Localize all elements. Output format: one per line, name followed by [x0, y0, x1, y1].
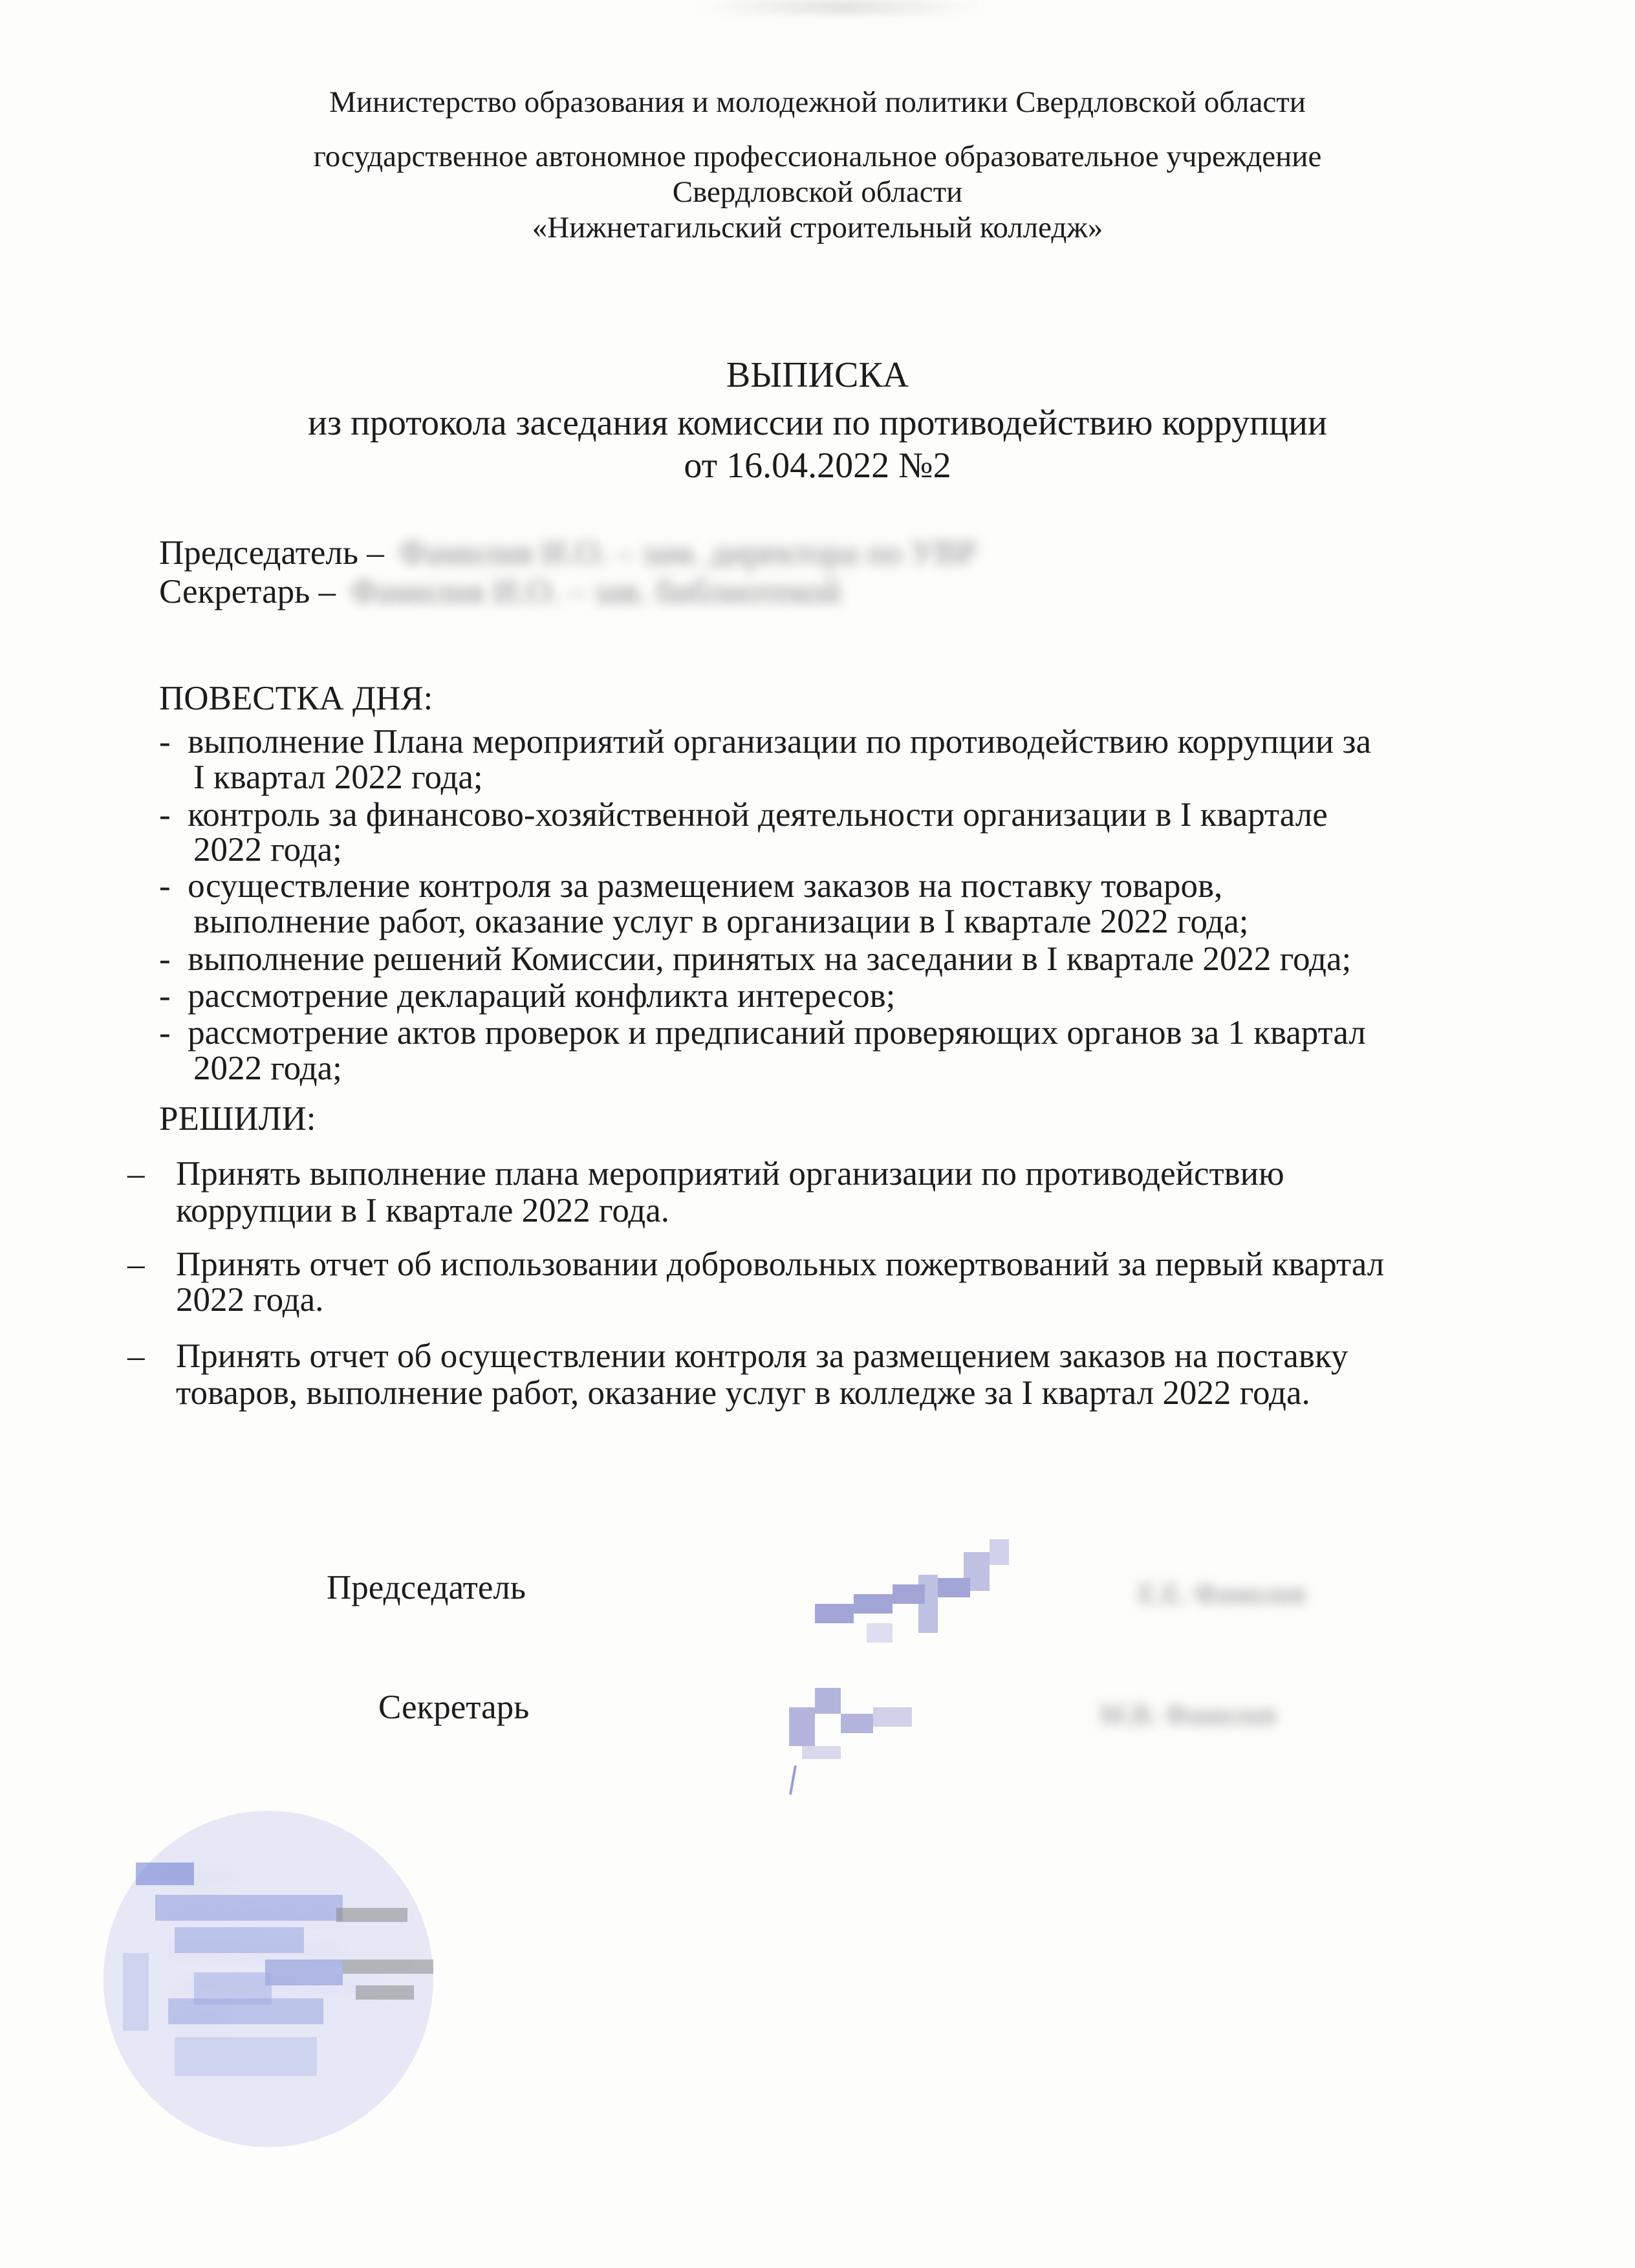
stamp-text-redacted: ОГРН: [168, 2008, 225, 2032]
institution-line-1: государственное автономное профессиональное образовательное учреждение: [313, 140, 1322, 173]
agenda-line: выполнение работ, оказание услуг в организации в I квартале 2022 года;: [159, 903, 1249, 940]
signature-secretary-name-redacted: М.В. Фамилия: [1099, 1699, 1276, 1731]
signature-chair-name-redacted: Е.Е. Фамилия: [1138, 1578, 1306, 1610]
chair-line: [159, 534, 977, 572]
agenda-line: 2022 года;: [159, 1050, 342, 1087]
agenda-line: - выполнение Плана мероприятий организации по противодействию коррупции за: [159, 723, 1371, 761]
secretary-line: [159, 572, 841, 611]
agenda-line: - выполнение решений Комиссии, принятых на заседании в I квартале 2022 года;: [159, 940, 1352, 978]
decision-line: Принять выполнение плана мероприятий организации по противодействию: [176, 1155, 1284, 1193]
secretary-name-redacted: Фамилия И.О. – зав. библиотекой: [351, 573, 841, 610]
decision-line: Принять отчет об использовании добровольных пожертвований за первый квартал: [176, 1246, 1385, 1283]
agenda-line: I квартал 2022 года;: [159, 759, 483, 796]
chair-label: Председатель –: [159, 534, 384, 572]
document-title: ВЫПИСКА: [726, 355, 909, 395]
stamp-text-redacted: Нижнетагильский: [168, 1937, 338, 1961]
stamp-text-redacted: ГАПОУ: [168, 1866, 241, 1890]
agenda-heading: ПОВЕСТКА ДНЯ:: [159, 680, 433, 717]
stamp-text-redacted: Свердловской обл.: [168, 1901, 343, 1925]
chair-signature-image: [802, 1539, 1048, 1669]
decision-line: коррупции в I квартале 2022 года.: [176, 1192, 670, 1229]
decision-line: 2022 года.: [176, 1281, 324, 1319]
decision-dash: –: [127, 1246, 145, 1283]
protocol-date-number: от 16.04.2022 №2: [684, 446, 951, 486]
agenda-line: - осуществление контроля за размещением заказов на поставку товаров,: [159, 867, 1223, 905]
decision-line: Принять отчет об осуществлении контроля за размещением заказов на поставку: [176, 1337, 1348, 1375]
decision-dash: –: [127, 1337, 145, 1375]
stamp-seal: [97, 1804, 459, 2154]
agenda-line: - рассмотрение деклараций конфликта интересов;: [159, 977, 896, 1015]
document-subtitle: из протокола заседания комиссии по противодействию коррупции: [308, 403, 1327, 443]
institution-line-3: «Нижнетагильский строительный колледж»: [532, 211, 1103, 244]
agenda-line: - рассмотрение актов проверок и предписаний проверяющих органов за 1 квартал: [159, 1014, 1366, 1052]
decision-line: товаров, выполнение работ, оказание услуг в колледже за I квартал 2022 года.: [176, 1374, 1310, 1412]
secretary-label: Секретарь –: [159, 573, 336, 610]
stamp-text-redacted: строительный колледж: [168, 1972, 384, 1996]
decisions-heading: РЕШИЛИ:: [159, 1100, 316, 1138]
institution-line-2: Свердловской области: [672, 175, 963, 209]
scan-artifact: [698, 0, 983, 14]
agenda-line: - контроль за финансово-хозяйственной деятельности организации в I квартале: [159, 796, 1328, 834]
secretary-signature-image: [776, 1656, 944, 1798]
ministry-line: Министерство образования и молодежной политики Свердловской области: [329, 85, 1306, 119]
decision-dash: –: [127, 1155, 145, 1193]
agenda-line: 2022 года;: [159, 831, 342, 869]
signature-secretary-label: Секретарь: [378, 1689, 530, 1726]
chair-name-redacted: Фамилия И.О. – зам. директора по УВР: [399, 534, 977, 572]
signature-chair-label: Председатель: [327, 1569, 526, 1606]
